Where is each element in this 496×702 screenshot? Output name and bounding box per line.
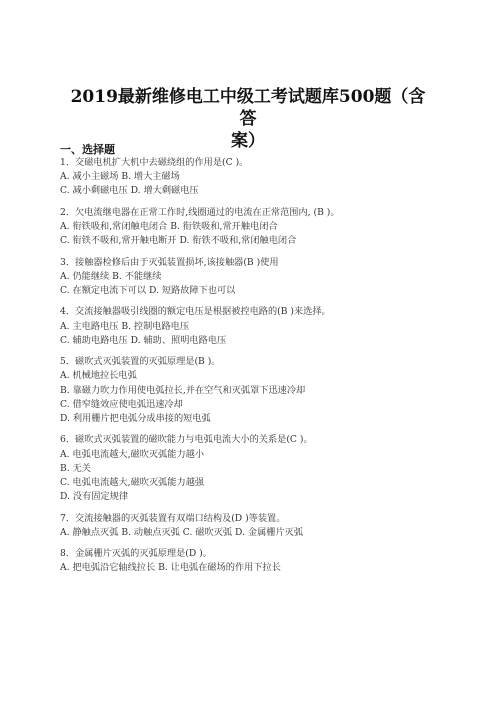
question-option: A. 机械地拉长电弧 [60,370,137,382]
question-stem: 8．金属栅片灭弧的灭弧原理是(D )。 [60,548,212,560]
question-option: B. 靠磁力吹力作用使电弧拉长,并在空气和灭弧罩下迅速冷却 [60,384,306,396]
question-option: A. 把电弧沿它轴线拉长 B. 让电弧在磁场的作用下拉长 [60,562,281,574]
question-stem: 7．交流接触器的灭弧装置有双端口结构及(D )等装置。 [60,512,286,524]
question-item [60,547,440,575]
question-option: A. 静触点灭弧 B. 动触点灭弧 C. 磁吹灭弧 D. 金属栅片灭弧 [60,526,304,538]
question-option: C. 电弧电流越大,磁吹灭弧能力越强 [60,477,205,488]
question-option: C. 减小剩磁电压 D. 增大剩磁电压 [60,185,199,197]
question-option: A. 电弧电流越大,磁吹灭弧能力越小 [60,448,205,460]
question-option: C. 在额定电流下可以 D. 短路故障下也可以 [60,285,236,296]
question-option: D. 利用栅片把电弧分成串接的短电弧 [60,413,211,424]
question-option: A. 仍能继续 B. 不能继续 [60,270,162,282]
question-option: C. 衔铁不吸和,常开触电断开 D. 衔铁不吸和,常闭触电闭合 [60,235,297,247]
question-item [60,256,440,299]
question-stem: 4．交流接触器吸引线圈的额定电压是根据被控电路的(B )来选择。 [60,306,331,318]
question-option: A. 减小主磁场 B. 增大主磁场 [60,171,180,183]
question-item [60,433,440,504]
question-option: D. 没有固定规律 [60,491,129,503]
question-option: A. 主电路电压 B. 控制电路电压 [60,320,190,332]
question-item [60,206,440,249]
question-option: B. 无关 [60,462,91,474]
question-item [60,305,440,348]
question-stem: 2．欠电流继电器在正常工作时,线圈通过的电流在正常范围内, (B )。 [60,206,340,218]
title-line-2: 案） [231,131,265,151]
question-item [60,512,440,540]
section-heading: 一、选择题 [60,143,115,156]
question-item [60,156,440,199]
question-stem: 6．磁吹式灭弧装置的磁吹能力与电弧电流大小的关系是(C )。 [60,434,313,446]
document-title [70,86,426,152]
question-item [60,355,440,426]
question-option: A. 衔铁吸和,常闭触电闭合 B. 衔铁吸和,常开触电闭合 [60,221,278,232]
question-list [60,156,440,583]
question-option: C. 借窄缝效应使电弧迅速冷却 [60,398,183,410]
question-stem: 1．交磁电机扩大机中去磁绕组的作用是(C )。 [60,157,249,168]
question-stem: 5．磁吹式灭弧装置的灭弧原理是(B )。 [60,356,221,368]
question-option: C. 辅助电路电压 D. 辅助、照明电路电压 [60,334,227,346]
title-line-1: 2019最新维修电工中级工考试题库500题（含答 [70,87,426,129]
question-stem: 3．接触器检修后由于灭弧装置损坏,该接触器(B )使用 [60,256,279,268]
